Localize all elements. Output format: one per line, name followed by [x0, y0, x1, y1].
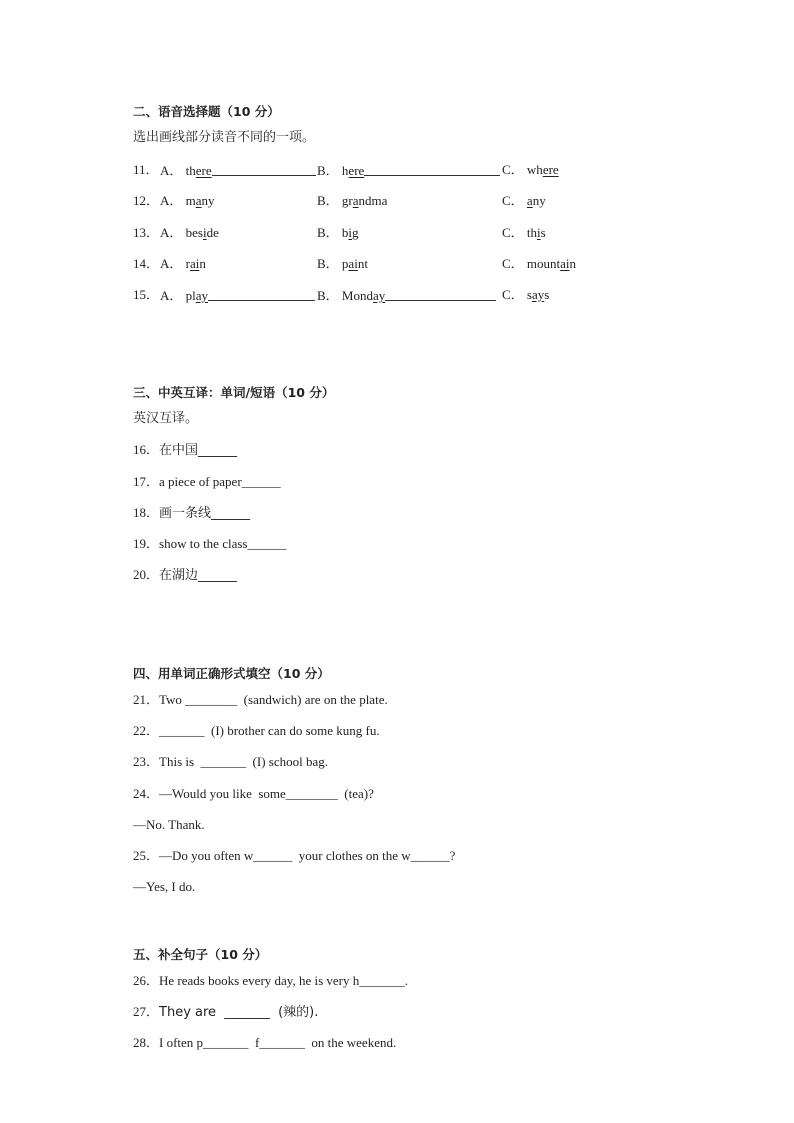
question-number: 18．: [133, 505, 160, 520]
underlined-letters: ai: [348, 256, 358, 271]
word-part: s: [526, 287, 532, 302]
question-text: —Would you like some________ (tea)?: [159, 786, 374, 801]
word-part: n: [569, 256, 577, 271]
question-item: [133, 536, 286, 552]
word-part: b: [341, 225, 349, 240]
option-label: A．: [160, 256, 186, 271]
question-text: a piece of paper______: [159, 474, 281, 489]
question-number: 26．: [133, 973, 160, 988]
word-part: mount: [526, 256, 561, 271]
word-part: th: [185, 163, 196, 178]
word-part: p: [341, 256, 349, 271]
word-part: nt: [357, 256, 368, 271]
section-2-heading: 二、语音选择题（10 分）: [133, 104, 280, 119]
word-part: bes: [185, 225, 203, 240]
underlined-letters: i: [537, 225, 541, 240]
answer-line: [208, 287, 315, 301]
question-item: [133, 973, 408, 989]
question-item: [133, 786, 374, 802]
word-part: ny: [201, 193, 215, 208]
question-number: 27．: [133, 1004, 160, 1019]
underlined-letters: ay: [372, 288, 386, 303]
word-part: de: [206, 225, 219, 240]
option-label: C．: [502, 256, 527, 271]
question-item: [133, 692, 388, 708]
dialogue-response: [133, 817, 205, 833]
option-label: B．: [317, 256, 342, 271]
option-a: [160, 256, 206, 272]
question-text: Two ________ (sandwich) are on the plate.: [159, 692, 388, 707]
question-number: 22．: [133, 723, 160, 738]
word-part: Mond: [341, 288, 373, 303]
question-text: 在湖边______: [159, 568, 238, 583]
question-number: 23．: [133, 754, 160, 769]
question-number: 15．: [133, 287, 160, 302]
question-number: 14．: [133, 256, 160, 271]
question-text: I often p_______ f_______ on the weekend.: [159, 1035, 397, 1050]
word-part: th: [526, 225, 538, 240]
underlined-letters: i: [202, 225, 207, 240]
word-part: gr: [341, 193, 353, 208]
question-item: [133, 474, 281, 490]
question-item: [133, 567, 237, 584]
question-item: [133, 1035, 396, 1051]
option-a: [160, 162, 316, 179]
question-number: 19．: [133, 536, 160, 551]
question-item: [133, 723, 380, 739]
question-number: 11．: [133, 162, 159, 177]
question-number: 25．: [133, 848, 160, 863]
underlined-letters: a: [352, 193, 359, 208]
underlined-letters: ai: [189, 256, 200, 271]
question-text: —No. Thank.: [133, 817, 205, 832]
underlined-letters: a: [195, 193, 202, 208]
question-text: 画一条线______: [159, 506, 251, 521]
section-5-heading: 五、补全句子（10 分）: [133, 947, 268, 962]
question-number: 13．: [133, 225, 160, 240]
option-c: [502, 162, 559, 178]
section-3-heading: 三、中英互译：单词/短语（10 分）: [133, 385, 335, 400]
question-number: 17．: [133, 474, 160, 489]
question-number: 28．: [133, 1035, 160, 1050]
underlined-letters: i: [348, 225, 353, 240]
word-part: m: [185, 193, 196, 208]
word-part: pl: [185, 288, 196, 303]
underlined-letters: ay: [195, 288, 209, 303]
option-b: [317, 225, 359, 241]
word-part: h: [341, 163, 349, 178]
question-item: [133, 505, 250, 522]
question-text: 在中国______: [159, 443, 238, 458]
option-c: [502, 256, 576, 272]
question-number: 24．: [133, 786, 160, 801]
underlined-letters: ere: [348, 163, 365, 178]
option-c: [502, 193, 546, 209]
option-a: [160, 225, 219, 241]
option-label: A．: [160, 288, 186, 303]
underlined-letters: ay: [531, 287, 545, 302]
section-2-instruction: 选出画线部分读音不同的一项。: [133, 130, 316, 145]
underlined-letters: ere: [542, 162, 559, 177]
word-part: s: [544, 287, 550, 302]
word-part: s: [540, 225, 546, 240]
option-b: [317, 193, 387, 209]
question-text: —Do you often w______ your clothes on the w______?: [159, 848, 456, 863]
answer-line: [212, 162, 316, 176]
option-b: [317, 162, 500, 179]
question-text: _______ (I) brother can do some kung fu.: [159, 723, 380, 738]
question-number: 21．: [133, 692, 160, 707]
underlined-letters: ai: [560, 256, 570, 271]
question-text: —Yes, I do.: [133, 879, 196, 894]
question-text: This is _______ (I) school bag.: [159, 754, 328, 769]
word-part: g: [352, 225, 359, 240]
section-3-instruction: 英汉互译。: [133, 411, 199, 426]
word-part: ny: [532, 193, 546, 208]
answer-line: [385, 287, 496, 301]
question-text: show to the class______: [159, 536, 287, 551]
question-item: [133, 442, 237, 459]
question-text: They are _______ (辣的).: [159, 1005, 319, 1020]
option-b: [317, 287, 496, 304]
option-label: C．: [502, 162, 527, 177]
option-c: [502, 287, 549, 303]
word-part: wh: [526, 162, 543, 177]
option-a: [160, 193, 215, 209]
option-label: A．: [160, 163, 186, 178]
option-label: C．: [502, 225, 527, 240]
question-item: [133, 754, 328, 770]
question-number: 20．: [133, 567, 160, 582]
option-label: C．: [502, 193, 527, 208]
question-text: He reads books every day, he is very h_______.: [159, 973, 408, 988]
answer-line: [364, 162, 500, 176]
word-part: ndma: [358, 193, 388, 208]
option-label: B．: [317, 288, 342, 303]
question-item: [133, 848, 455, 864]
option-label: B．: [317, 163, 342, 178]
underlined-letters: ere: [195, 163, 212, 178]
option-c: [502, 225, 546, 241]
option-b: [317, 256, 368, 272]
question-number: 12．: [133, 193, 160, 208]
question-item: [133, 1004, 318, 1021]
option-label: B．: [317, 225, 342, 240]
option-label: C．: [502, 287, 527, 302]
option-label: A．: [160, 225, 186, 240]
option-label: B．: [317, 193, 342, 208]
question-number: 16．: [133, 442, 160, 457]
option-label: A．: [160, 193, 186, 208]
underlined-letters: a: [526, 193, 533, 208]
word-part: n: [199, 256, 206, 271]
dialogue-response: [133, 879, 195, 895]
section-4-heading: 四、用单词正确形式填空（10 分）: [133, 666, 330, 681]
option-a: [160, 287, 315, 304]
word-part: r: [185, 256, 190, 271]
